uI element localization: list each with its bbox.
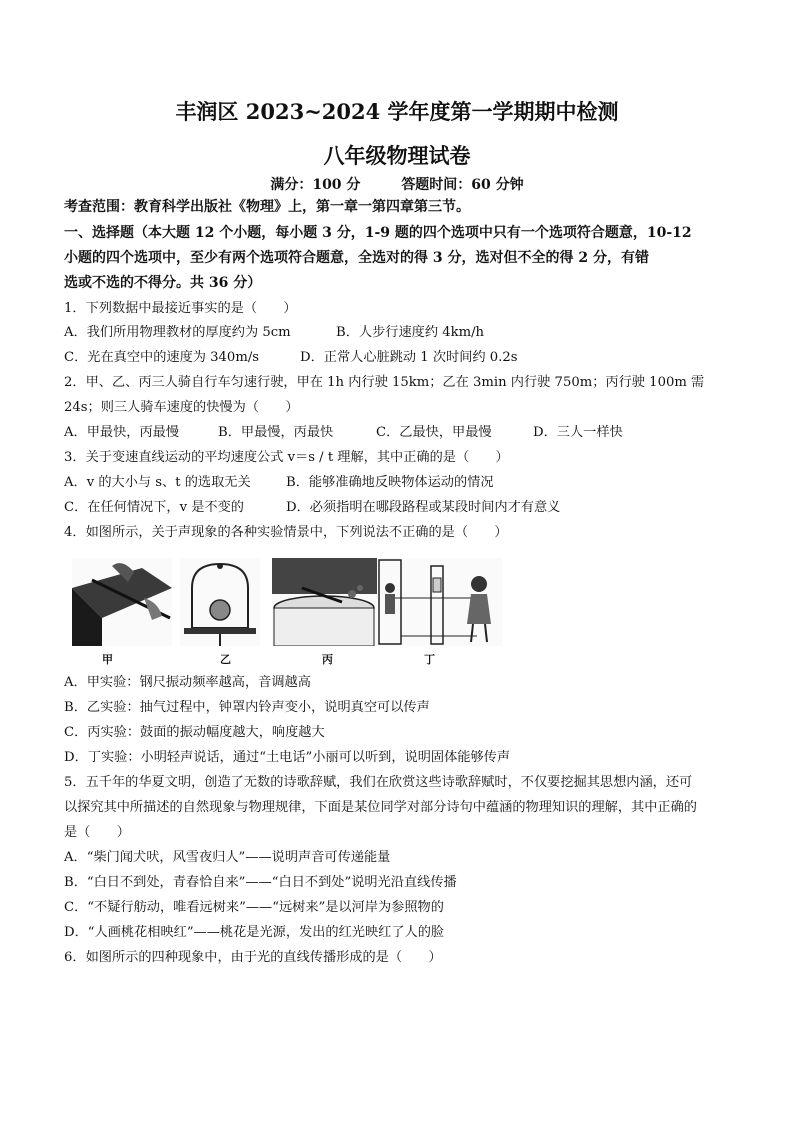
q5-option-c: C．“不疑行舫动，唯看远树来”——“远树来”是以河岸为参照物的 xyxy=(64,900,444,915)
drum-experiment-image xyxy=(272,558,377,646)
fig-label-ding: 丁 xyxy=(424,653,435,666)
q2-stem-line2: 24s；则三人骑车速度的快慢为（ ） xyxy=(64,400,299,415)
q3-option-a: A．v 的大小与 s、t 的选取无关 xyxy=(64,475,251,490)
q4-figure xyxy=(72,558,502,668)
q1-option-c: C．光在真空中的速度为 340m/s xyxy=(64,350,260,365)
q5-stem-line3: 是（ ） xyxy=(64,825,130,840)
full-score: 满分：100 分 xyxy=(270,177,361,193)
q5-option-b: B．“白日不到处，青春恰自来”——“白日不到处”说明光沿直线传播 xyxy=(64,875,457,890)
exam-meta xyxy=(0,174,794,194)
q4-option-a: A．甲实验：钢尺振动频率越高，音调越高 xyxy=(64,675,311,690)
q4-option-d: D．丁实验：小明轻声说话，通过“土电话”小丽可以听到，说明固体能够传声 xyxy=(64,750,511,765)
q1-option-b: B．人步行速度约 4km/h xyxy=(336,325,485,340)
fig-label-yi: 乙 xyxy=(220,653,231,666)
exam-scope: 考查范围：教育科学出版社《物理》上，第一章一第四章第三节。 xyxy=(64,199,470,215)
q6-stem: 6．如图所示的四种现象中，由于光的直线传播形成的是（ ） xyxy=(64,950,442,965)
exam-title: 丰润区 2023~2024 学年度第一学期期中检测 xyxy=(175,99,619,124)
q2-option-c: C．乙最快，甲最慢 xyxy=(376,425,492,440)
q5-option-d: D．“人画桃花相映红”——桃花是光源，发出的红光映红了人的脸 xyxy=(64,925,445,940)
q2-option-b: B．甲最慢，丙最快 xyxy=(218,425,334,440)
q5-stem-line2: 以探究其中所描述的自然现象与物理规律，下面是某位同学对部分诗句中蕴涵的物理知识的理解，其中正确的 xyxy=(64,800,697,815)
q1-option-a: A．我们所用物理教材的厚度约为 5cm xyxy=(64,325,291,340)
ruler-experiment-image xyxy=(72,558,172,646)
exam-subtitle: 八年级物理试卷 xyxy=(323,143,471,168)
fig-label-bing: 丙 xyxy=(322,653,333,666)
fig-label-jia: 甲 xyxy=(102,653,113,666)
q3-option-c: C．在任何情况下，v 是不变的 xyxy=(64,500,244,515)
string-telephone-image xyxy=(377,558,502,646)
q3-option-d: D．必须指明在哪段路程或某段时间内才有意义 xyxy=(286,500,561,515)
q5-stem-line1: 5．五千年的华夏文明，创造了无数的诗歌辞赋，我们在欣赏这些诗歌辞赋时，不仅要挖掘其思想内涵，还可 xyxy=(64,775,693,790)
section1-instructions-line1: 一、选择题（本大题 12 个小题，每小题 3 分，1-9 题的四个选项中只有一个选项符合题意，10-12 xyxy=(64,225,692,241)
answer-time: 答题时间：60 分钟 xyxy=(401,177,524,193)
section1-instructions-line3: 选或不选的不得分。共 36 分） xyxy=(64,275,262,291)
bell-jar-image xyxy=(180,558,260,646)
q3-stem: 3．关于变速直线运动的平均速度公式 v＝s / t 理解，其中正确的是（ ） xyxy=(64,450,509,465)
q4-option-b: B．乙实验：抽气过程中，钟罩内铃声变小，说明真空可以传声 xyxy=(64,700,430,715)
q4-stem: 4．如图所示，关于声现象的各种实验情景中，下列说法不正确的是（ ） xyxy=(64,525,508,540)
q2-option-a: A．甲最快，丙最慢 xyxy=(64,425,180,440)
q1-option-d: D．正常人心脏跳动 1 次时间约 0.2s xyxy=(300,350,518,365)
q5-option-a: A．“柴门闻犬吠，风雪夜归人”——说明声音可传递能量 xyxy=(64,850,391,865)
q2-option-d: D．三人一样快 xyxy=(533,425,623,440)
q4-option-c: C．丙实验：鼓面的振动幅度越大，响度越大 xyxy=(64,725,325,740)
q2-stem-line1: 2．甲、乙、丙三人骑自行车匀速行驶，甲在 1h 内行驶 15km；乙在 3min 内行驶 750m；丙行驶 100m 需 xyxy=(64,375,705,390)
q3-option-b: B．能够准确地反映物体运动的情况 xyxy=(286,475,494,490)
q1-stem: 1．下列数据中最接近事实的是（ ） xyxy=(64,301,297,316)
section1-instructions-line2: 小题的四个选项中，至少有两个选项符合题意，全选对的得 3 分，选对但不全的得 2 分，有错 xyxy=(64,250,649,266)
